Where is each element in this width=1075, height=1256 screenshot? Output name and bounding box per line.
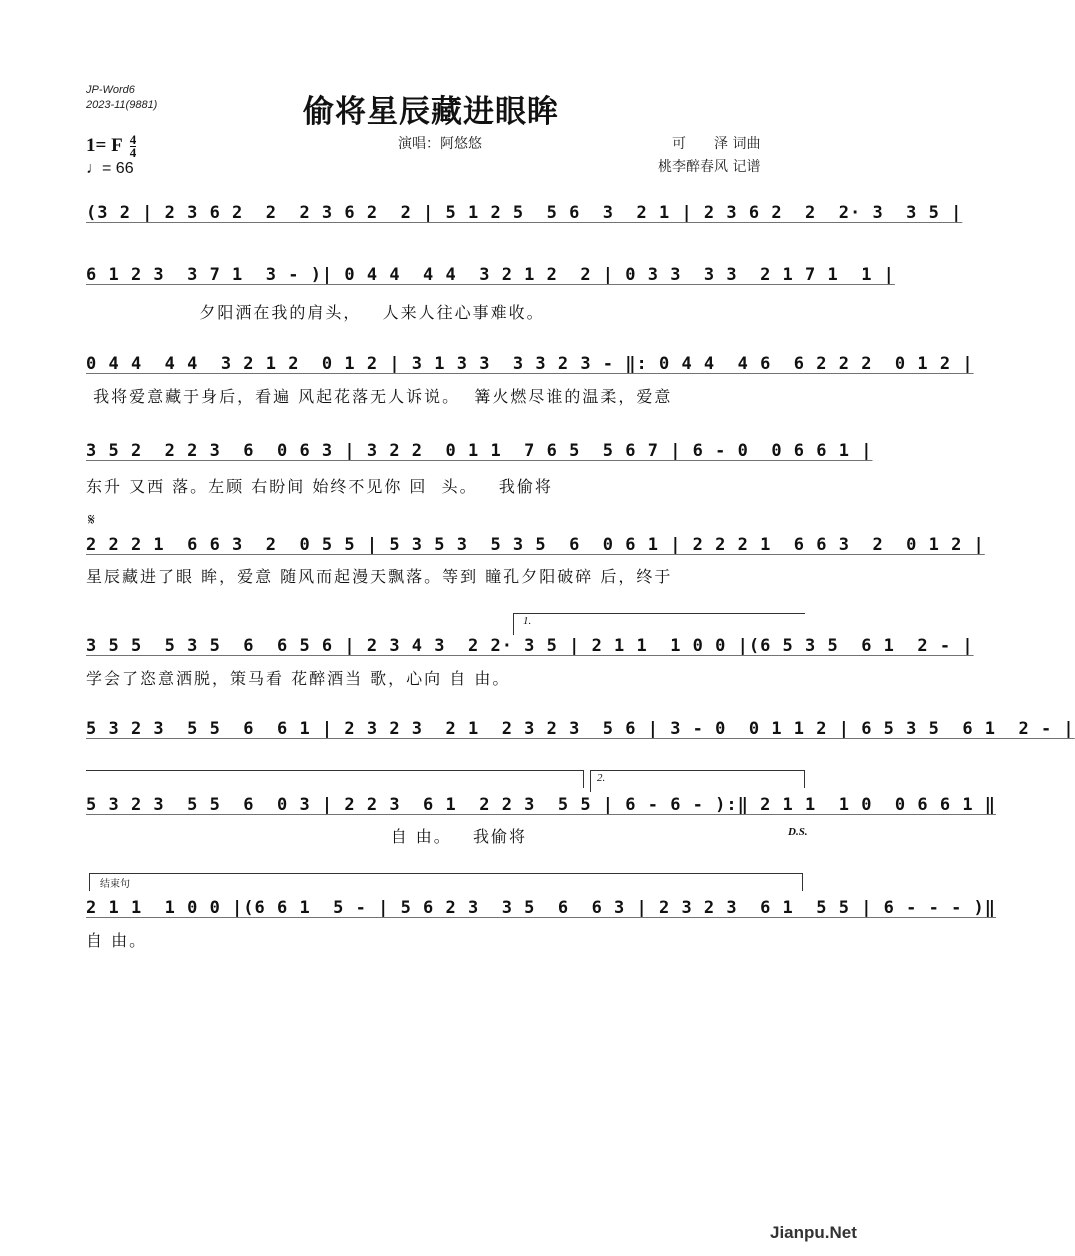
ending-bracket-left — [89, 873, 90, 891]
volta-2-bracket-left — [590, 770, 591, 792]
composer-credit: 可 泽 词曲 — [672, 136, 761, 152]
music-line-3: 0 4 4 4 4 3 2 1 2 0 1 2 | 3 1 3 3 3 3 2 3 - ‖: 0 4 4 4 6 6 2 2 2 0 1 2 | — [86, 354, 974, 374]
singer-credit: 演唱：阿悠悠 — [398, 136, 482, 152]
ending-bracket-right — [802, 873, 803, 891]
volta-1-bracket-top — [513, 613, 805, 614]
music-line-8: 5 3 2 3 5 5 6 0 3 | 2 2 3 6 1 2 2 3 5 5 | 6 - 6 - ):‖ 2 1 1 1 0 0 6 6 1 ‖ — [86, 795, 997, 815]
time-bottom: 4 — [129, 145, 137, 160]
volta-1-label: 1. — [523, 615, 532, 627]
music-line-7: 5 3 2 3 5 5 6 6 1 | 2 3 2 3 2 1 2 3 2 3 5 6 | 3 - 0 0 1 1 2 | 6 5 3 5 6 1 2 - | — [86, 719, 1075, 739]
lyric-line-9: 自 由。 — [86, 931, 148, 950]
music-line-2: 6 1 2 3 3 7 1 3 - )| 0 4 4 4 4 3 2 1 2 2 | 0 3 3 3 3 2 1 7 1 1 | — [86, 265, 895, 285]
lyric-line-4: 东升 又西 落。左顾 右盼间 始终不见你 回 头。 我偷将 — [86, 477, 553, 496]
ending-label: 结束句 — [100, 879, 130, 890]
segno-icon: 𝄋 — [88, 510, 95, 529]
lyric-line-2: 夕阳洒在我的肩头， 人来人往心事难收。 — [86, 303, 545, 322]
music-line-1: (3 2 | 2 3 6 2 2 2 3 6 2 2 | 5 1 2 5 5 6 3 2 1 | 2 3 6 2 2 2· 3 3 5 | — [86, 203, 963, 223]
software-label: JP-Word6 — [86, 84, 135, 96]
lyric-line-6: 学会了恣意洒脱，策马看 花醉酒当 歌，心向 自 由。 — [86, 669, 511, 688]
tempo-value: = 66 — [102, 160, 134, 177]
quarter-note-icon: ♩ — [86, 160, 102, 177]
repeat-bracket-end — [583, 770, 584, 788]
ending-bracket-top — [89, 873, 802, 874]
dal-segno-mark: D.S. — [788, 826, 808, 838]
music-line-9: 2 1 1 1 0 0 |(6 6 1 5 - | 5 6 2 3 3 5 6 6 3 | 2 3 2 3 6 1 5 5 | 6 - - - )‖ — [86, 898, 997, 918]
site-watermark: Jianpu.Net — [770, 1223, 857, 1242]
key-label: 1= F — [86, 134, 122, 156]
song-title: 偷将星辰藏进眼眸 — [303, 94, 559, 130]
transcriber-credit: 桃李醉春风 记谱 — [658, 159, 761, 175]
volta-1-bracket-left — [513, 613, 514, 635]
music-line-4: 3 5 2 2 2 3 6 0 6 3 | 3 2 2 0 1 1 7 6 5 5 6 7 | 6 - 0 0 6 6 1 | — [86, 441, 873, 461]
key-signature — [86, 134, 136, 159]
lyric-line-3: 我将爱意藏于身后，看遍 风起花落无人诉说。 篝火燃尽谁的温柔，爱意 — [86, 387, 673, 406]
repeat-bracket-line — [86, 770, 583, 771]
time-signature — [130, 134, 137, 159]
tempo-marking — [86, 160, 134, 178]
volta-2-bracket-top — [590, 770, 804, 771]
music-line-5: 2 2 2 1 6 6 3 2 0 5 5 | 5 3 5 3 5 3 5 6 0 6 1 | 2 2 2 1 6 6 3 2 0 1 2 | — [86, 535, 985, 555]
lyric-line-8: 自 由。 我偷将 — [86, 827, 528, 846]
date-label: 2023-11(9881) — [86, 99, 158, 111]
time-top: 4 — [129, 132, 137, 147]
volta-2-label: 2. — [597, 772, 606, 784]
volta-2-bracket-right — [804, 770, 805, 788]
lyric-line-5: 星辰藏进了眼 眸，爱意 随风而起漫天飘落。等到 瞳孔夕阳破碎 后，终于 — [86, 567, 673, 586]
music-line-6: 3 5 5 5 3 5 6 6 5 6 | 2 3 4 3 2 2· 3 5 | 2 1 1 1 0 0 |(6 5 3 5 6 1 2 - | — [86, 636, 974, 656]
